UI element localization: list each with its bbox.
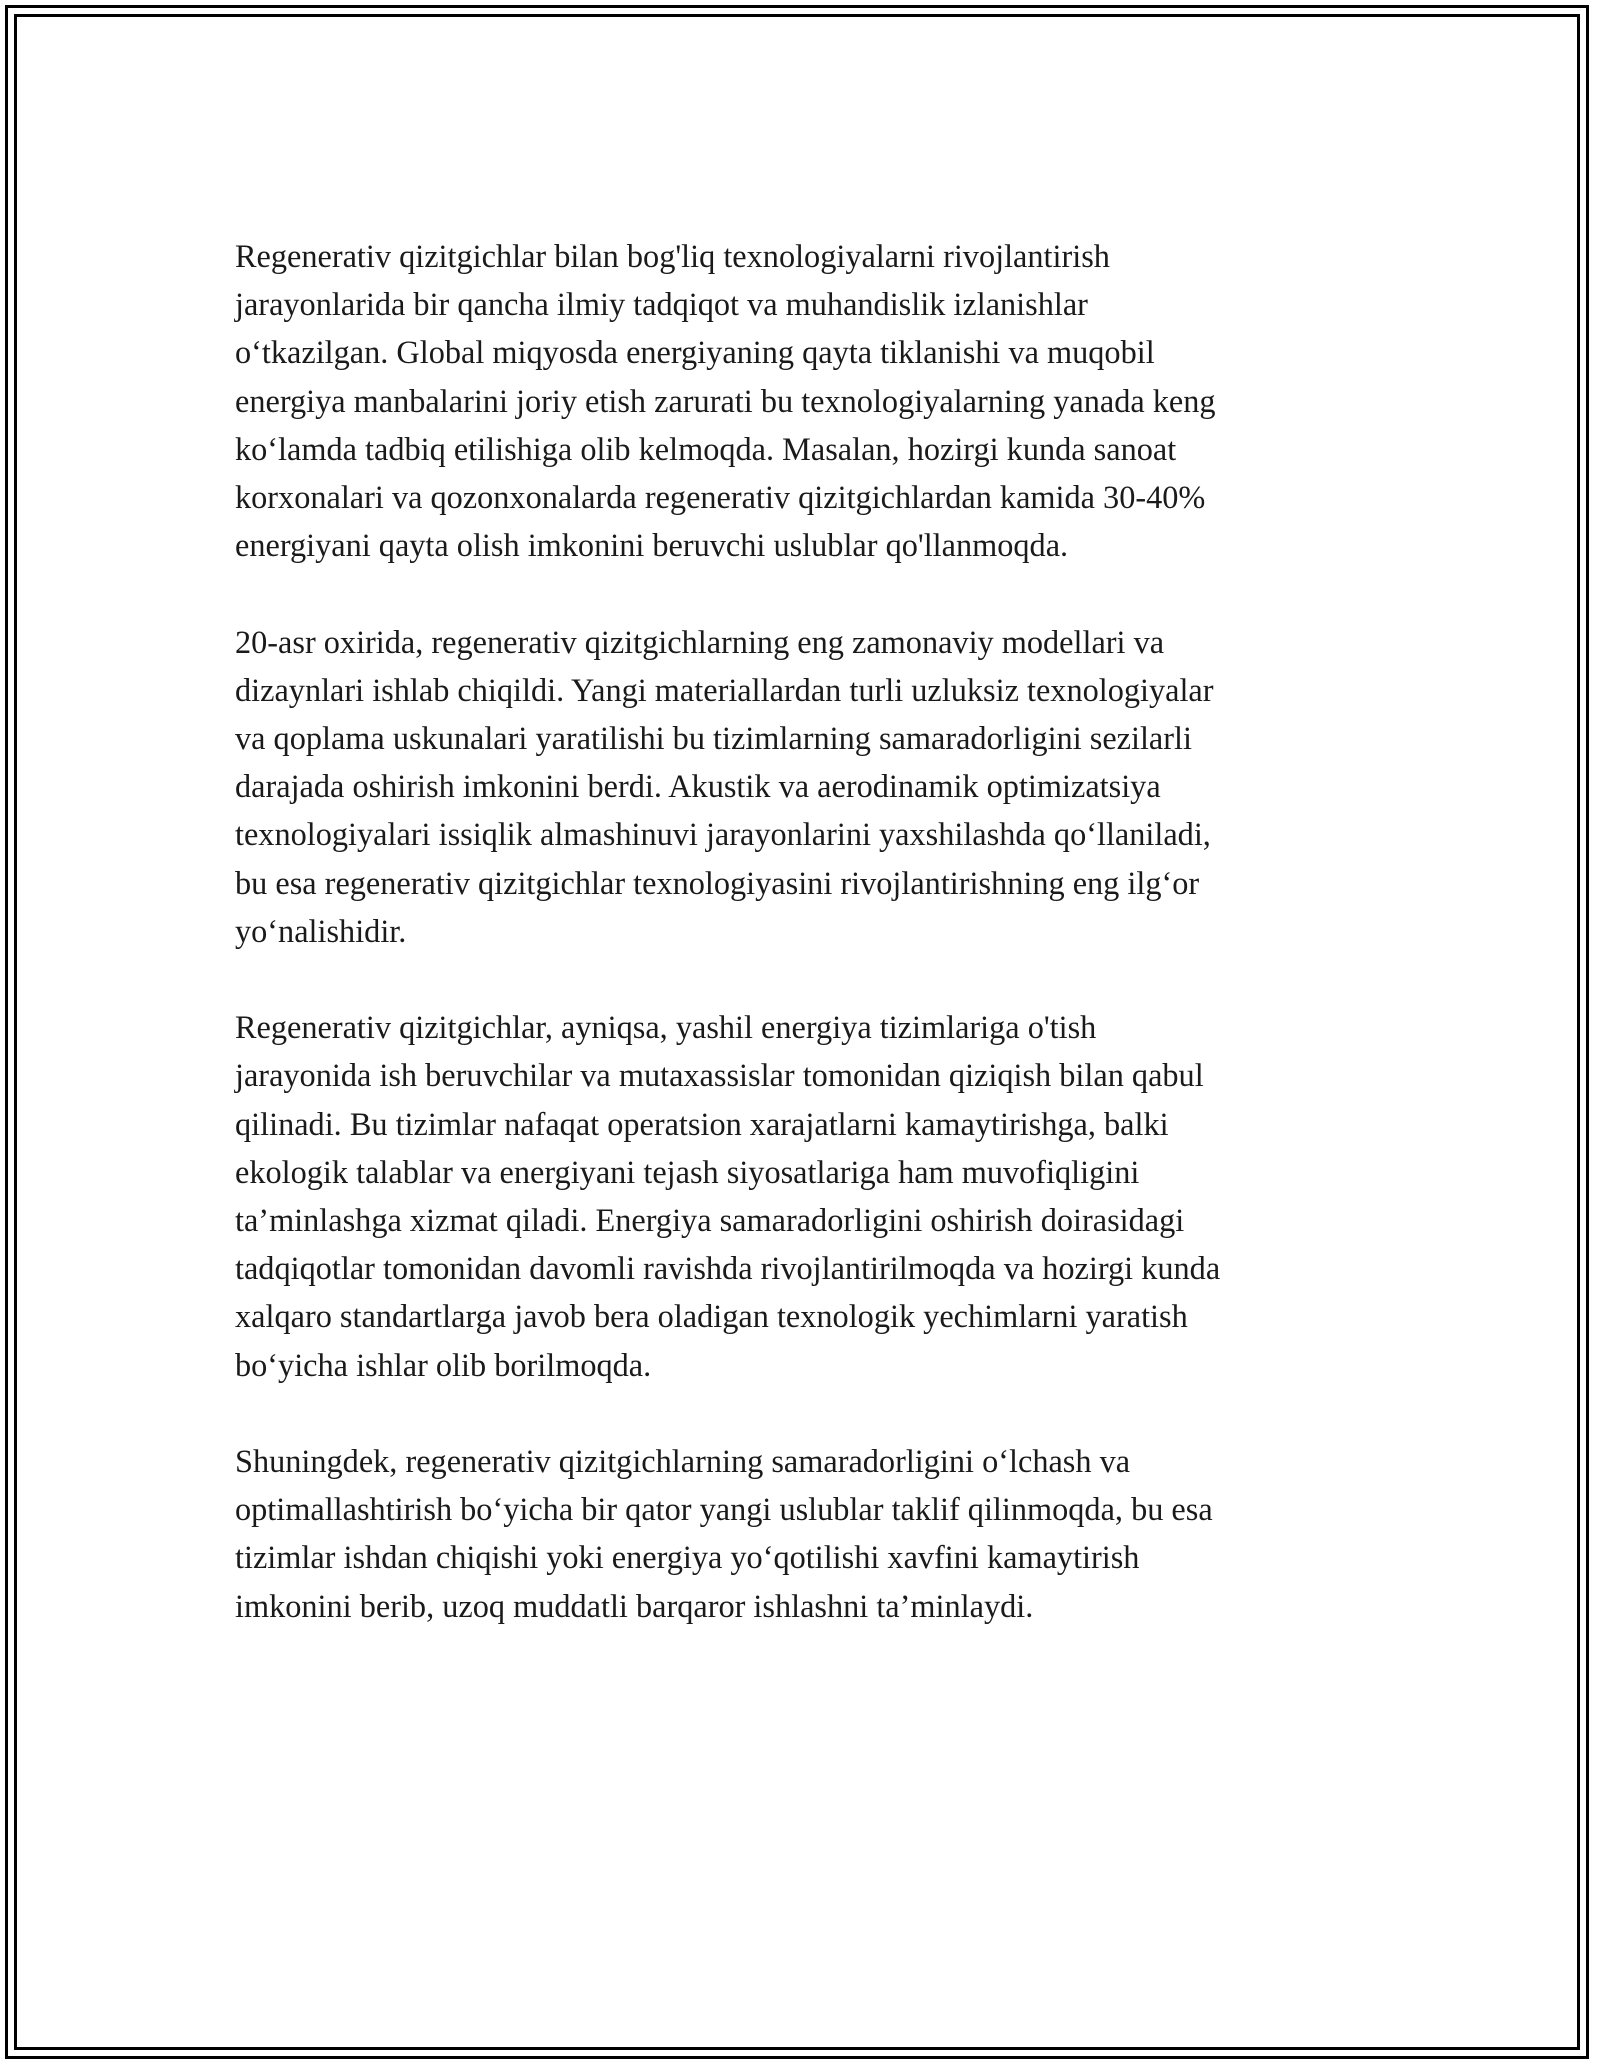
document-body (235, 232, 1365, 1678)
paragraph-4: Shuningdek, regenerativ qizitgichlarning samaradorligini o‘lchash va optimallashtirish bo‘yicha bir qator yangi uslublar taklif qilinmoqda, bu esa tizimlar ishdan chiqishi yoki energiya yo‘qotilishi xavfini kamaytirish imkonini berib, uzoq muddatli barqaror ishlashni ta’minlaydi. (235, 1443, 1213, 1624)
paragraph-1: Regenerativ qizitgichlar bilan bog'liq texnologiyalarni rivojlantirish jarayonlarida bir qancha ilmiy tadqiqot va muhandislik izlanishlar o‘tkazilgan. Global miqyosda energiyaning qayta tiklanishi va muqobil energiya manbalarini joriy etish zarurati bu texnologiyalarning yanada keng ko‘lamda tadbiq etilishiga olib kelmoqda. Masalan, hozirgi kunda sanoat korxonalari va qozonxonalarda regenerativ qizitgichlardan kamida 30-40% energiyani qayta olish imkonini beruvchi uslublar qo'llanmoqda. (235, 238, 1216, 564)
paragraph-2: 20-asr oxirida, regenerativ qizitgichlarning eng zamonaviy modellari va dizaynlari ishlab chiqildi. Yangi materiallardan turli uzluksiz texnologiyalar va qoplama uskunalari yaratilishi bu tizimlarning samaradorligini sezilarli darajada oshirish imkonini berdi. Akustik va aerodinamik optimizatsiya texnologiyalari issiqlik almashinuvi jarayonlarini yaxshilashda qo‘llaniladi, bu esa regenerativ qizitgichlar texnologiyasini rivojlantirishning eng ilg‘or yo‘nalishidir. (235, 623, 1214, 949)
paragraph-3: Regenerativ qizitgichlar, ayniqsa, yashil energiya tizimlariga o'tish jarayonida ish beruvchilar va mutaxassislar tomonidan qiziqish bilan qabul qilinadi. Bu tizimlar nafaqat operatsion xarajatlarni kamaytirishga, balki ekologik talablar va energiyani tejash siyosatlariga ham muvofiqligini ta’minlashga xizmat qiladi. Energiya samaradorligini oshirish doirasidagi tadqiqotlar tomonidan davomli ravishda rivojlantirilmoqda va hozirgi kunda xalqaro standartlarga javob bera oladigan texnologik yechimlarni yaratish bo‘yicha ishlar olib borilmoqda. (235, 1009, 1221, 1383)
